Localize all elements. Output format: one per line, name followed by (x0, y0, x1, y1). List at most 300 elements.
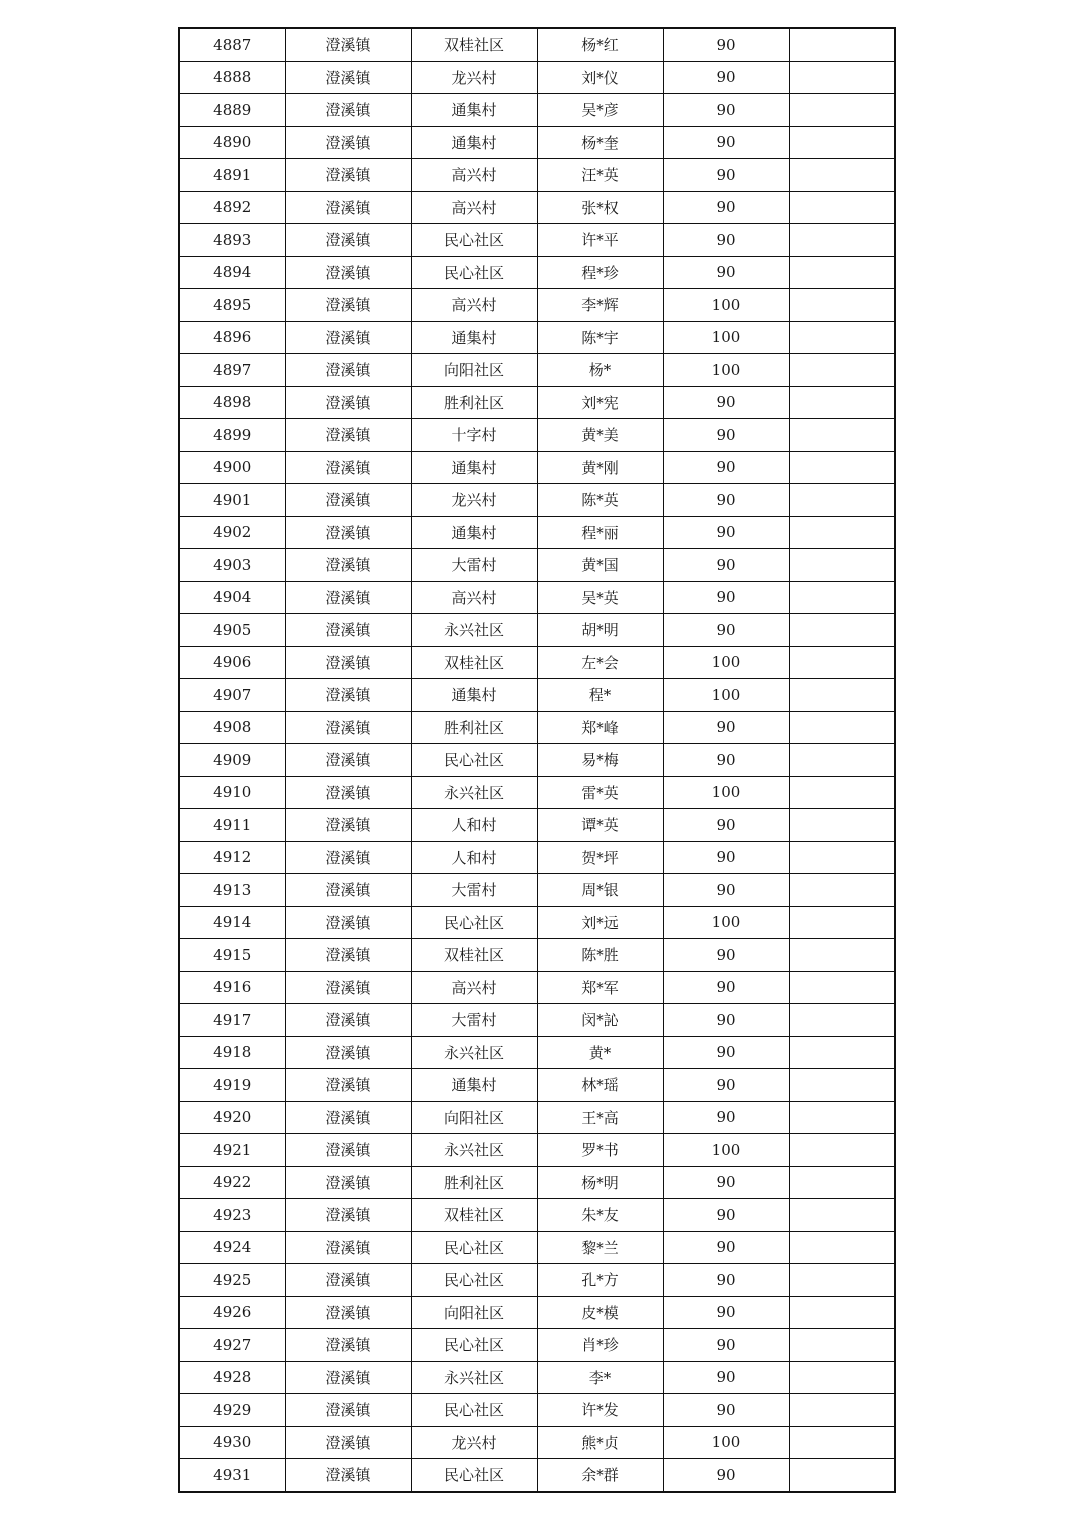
remark-cell (789, 191, 895, 224)
town-cell: 澄溪镇 (285, 1231, 411, 1264)
town-cell: 澄溪镇 (285, 159, 411, 192)
table-row (179, 906, 895, 939)
village-cell: 高兴村 (411, 289, 537, 322)
village-cell: 通集村 (411, 94, 537, 127)
index-cell: 4896 (179, 321, 285, 354)
town-cell: 澄溪镇 (285, 906, 411, 939)
village-cell: 永兴社区 (411, 776, 537, 809)
amount-cell: 90 (663, 1166, 789, 1199)
amount-cell: 100 (663, 1426, 789, 1459)
name-cell: 王*高 (537, 1101, 663, 1134)
table-row (179, 1036, 895, 1069)
village-cell: 胜利社区 (411, 711, 537, 744)
town-cell: 澄溪镇 (285, 1101, 411, 1134)
name-cell: 吴*英 (537, 581, 663, 614)
town-cell: 澄溪镇 (285, 224, 411, 257)
village-cell: 双桂社区 (411, 939, 537, 972)
town-cell: 澄溪镇 (285, 581, 411, 614)
town-cell: 澄溪镇 (285, 94, 411, 127)
remark-cell (789, 386, 895, 419)
remark-cell (789, 256, 895, 289)
remark-cell (789, 939, 895, 972)
village-cell: 高兴村 (411, 159, 537, 192)
town-cell: 澄溪镇 (285, 1296, 411, 1329)
town-cell: 澄溪镇 (285, 874, 411, 907)
table-row (179, 711, 895, 744)
town-cell: 澄溪镇 (285, 1004, 411, 1037)
village-cell: 民心社区 (411, 1459, 537, 1492)
village-cell: 胜利社区 (411, 386, 537, 419)
remark-cell (789, 61, 895, 94)
village-cell: 民心社区 (411, 1329, 537, 1362)
town-cell: 澄溪镇 (285, 1394, 411, 1427)
town-cell: 澄溪镇 (285, 1329, 411, 1362)
index-cell: 4920 (179, 1101, 285, 1134)
index-cell: 4916 (179, 971, 285, 1004)
table-row (179, 94, 895, 127)
name-cell: 闵*訫 (537, 1004, 663, 1037)
table-row (179, 1264, 895, 1297)
table-row (179, 874, 895, 907)
name-cell: 张*权 (537, 191, 663, 224)
town-cell: 澄溪镇 (285, 61, 411, 94)
town-cell: 澄溪镇 (285, 386, 411, 419)
table-row (179, 1069, 895, 1102)
index-cell: 4894 (179, 256, 285, 289)
amount-cell: 90 (663, 256, 789, 289)
amount-cell: 90 (663, 1329, 789, 1362)
remark-cell (789, 1134, 895, 1167)
index-cell: 4930 (179, 1426, 285, 1459)
remark-cell (789, 1166, 895, 1199)
index-cell: 4902 (179, 516, 285, 549)
name-cell: 程* (537, 679, 663, 712)
village-cell: 大雷村 (411, 1004, 537, 1037)
name-cell: 林*瑶 (537, 1069, 663, 1102)
remark-cell (789, 321, 895, 354)
amount-cell: 90 (663, 451, 789, 484)
village-cell: 向阳社区 (411, 1101, 537, 1134)
table-row (179, 1231, 895, 1264)
town-cell: 澄溪镇 (285, 1134, 411, 1167)
index-cell: 4900 (179, 451, 285, 484)
remark-cell (789, 841, 895, 874)
village-cell: 通集村 (411, 126, 537, 159)
village-cell: 通集村 (411, 679, 537, 712)
name-cell: 朱*友 (537, 1199, 663, 1232)
table-row (179, 516, 895, 549)
name-cell: 杨*奎 (537, 126, 663, 159)
amount-cell: 90 (663, 549, 789, 582)
amount-cell: 90 (663, 614, 789, 647)
village-cell: 通集村 (411, 321, 537, 354)
table-row (179, 809, 895, 842)
table-row (179, 1296, 895, 1329)
index-cell: 4912 (179, 841, 285, 874)
name-cell: 杨*红 (537, 28, 663, 61)
index-cell: 4926 (179, 1296, 285, 1329)
town-cell: 澄溪镇 (285, 126, 411, 159)
index-cell: 4904 (179, 581, 285, 614)
amount-cell: 100 (663, 646, 789, 679)
remark-cell (789, 614, 895, 647)
town-cell: 澄溪镇 (285, 191, 411, 224)
index-cell: 4919 (179, 1069, 285, 1102)
table-row (179, 451, 895, 484)
village-cell: 龙兴村 (411, 1426, 537, 1459)
name-cell: 肖*珍 (537, 1329, 663, 1362)
name-cell: 许*发 (537, 1394, 663, 1427)
table-row (179, 61, 895, 94)
remark-cell (789, 289, 895, 322)
table-row (179, 614, 895, 647)
index-cell: 4908 (179, 711, 285, 744)
name-cell: 吴*彦 (537, 94, 663, 127)
table-row (179, 744, 895, 777)
name-cell: 熊*贞 (537, 1426, 663, 1459)
town-cell: 澄溪镇 (285, 679, 411, 712)
remark-cell (789, 451, 895, 484)
name-cell: 程*珍 (537, 256, 663, 289)
index-cell: 4901 (179, 484, 285, 517)
town-cell: 澄溪镇 (285, 451, 411, 484)
index-cell: 4911 (179, 809, 285, 842)
name-cell: 雷*英 (537, 776, 663, 809)
index-cell: 4890 (179, 126, 285, 159)
remark-cell (789, 711, 895, 744)
name-cell: 罗*书 (537, 1134, 663, 1167)
village-cell: 高兴村 (411, 581, 537, 614)
table-row (179, 289, 895, 322)
table-row (179, 1101, 895, 1134)
amount-cell: 90 (663, 1459, 789, 1492)
remark-cell (789, 354, 895, 387)
amount-cell: 100 (663, 289, 789, 322)
amount-cell: 90 (663, 1231, 789, 1264)
index-cell: 4897 (179, 354, 285, 387)
amount-cell: 90 (663, 809, 789, 842)
table-row (179, 159, 895, 192)
index-cell: 4914 (179, 906, 285, 939)
town-cell: 澄溪镇 (285, 1264, 411, 1297)
index-cell: 4905 (179, 614, 285, 647)
name-cell: 李* (537, 1361, 663, 1394)
town-cell: 澄溪镇 (285, 1166, 411, 1199)
remark-cell (789, 809, 895, 842)
remark-cell (789, 1459, 895, 1492)
amount-cell: 90 (663, 61, 789, 94)
name-cell: 胡*明 (537, 614, 663, 647)
index-cell: 4907 (179, 679, 285, 712)
remark-cell (789, 1036, 895, 1069)
table-row (179, 1329, 895, 1362)
village-cell: 永兴社区 (411, 614, 537, 647)
name-cell: 郑*峰 (537, 711, 663, 744)
remark-cell (789, 776, 895, 809)
table-row (179, 581, 895, 614)
village-cell: 民心社区 (411, 744, 537, 777)
town-cell: 澄溪镇 (285, 614, 411, 647)
amount-cell: 90 (663, 1361, 789, 1394)
index-cell: 4892 (179, 191, 285, 224)
name-cell: 陈*胜 (537, 939, 663, 972)
amount-cell: 100 (663, 679, 789, 712)
table-row (179, 321, 895, 354)
index-cell: 4924 (179, 1231, 285, 1264)
index-cell: 4928 (179, 1361, 285, 1394)
town-cell: 澄溪镇 (285, 841, 411, 874)
remark-cell (789, 484, 895, 517)
name-cell: 黄*国 (537, 549, 663, 582)
town-cell: 澄溪镇 (285, 354, 411, 387)
village-cell: 人和村 (411, 809, 537, 842)
amount-cell: 90 (663, 484, 789, 517)
name-cell: 黄*刚 (537, 451, 663, 484)
index-cell: 4903 (179, 549, 285, 582)
table-row (179, 1394, 895, 1427)
town-cell: 澄溪镇 (285, 1069, 411, 1102)
amount-cell: 90 (663, 159, 789, 192)
table-row (179, 224, 895, 257)
name-cell: 杨*明 (537, 1166, 663, 1199)
remark-cell (789, 744, 895, 777)
name-cell: 黄*美 (537, 419, 663, 452)
village-cell: 永兴社区 (411, 1036, 537, 1069)
village-cell: 民心社区 (411, 906, 537, 939)
village-cell: 大雷村 (411, 549, 537, 582)
amount-cell: 90 (663, 1004, 789, 1037)
index-cell: 4921 (179, 1134, 285, 1167)
town-cell: 澄溪镇 (285, 971, 411, 1004)
village-cell: 双桂社区 (411, 1199, 537, 1232)
amount-cell: 90 (663, 1296, 789, 1329)
table-row (179, 354, 895, 387)
remark-cell (789, 1199, 895, 1232)
remark-cell (789, 1426, 895, 1459)
village-cell: 龙兴村 (411, 484, 537, 517)
town-cell: 澄溪镇 (285, 744, 411, 777)
table-row (179, 1361, 895, 1394)
amount-cell: 90 (663, 126, 789, 159)
name-cell: 左*会 (537, 646, 663, 679)
village-cell: 民心社区 (411, 1231, 537, 1264)
table-row (179, 191, 895, 224)
village-cell: 永兴社区 (411, 1361, 537, 1394)
village-cell: 胜利社区 (411, 1166, 537, 1199)
index-cell: 4906 (179, 646, 285, 679)
amount-cell: 90 (663, 28, 789, 61)
town-cell: 澄溪镇 (285, 484, 411, 517)
index-cell: 4915 (179, 939, 285, 972)
village-cell: 向阳社区 (411, 1296, 537, 1329)
village-cell: 十字村 (411, 419, 537, 452)
name-cell: 黎*兰 (537, 1231, 663, 1264)
amount-cell: 90 (663, 94, 789, 127)
name-cell: 刘*宪 (537, 386, 663, 419)
amount-cell: 90 (663, 971, 789, 1004)
amount-cell: 90 (663, 939, 789, 972)
town-cell: 澄溪镇 (285, 776, 411, 809)
table-row (179, 646, 895, 679)
amount-cell: 100 (663, 906, 789, 939)
index-cell: 4893 (179, 224, 285, 257)
amount-cell: 90 (663, 419, 789, 452)
remark-cell (789, 906, 895, 939)
index-cell: 4922 (179, 1166, 285, 1199)
table-row (179, 971, 895, 1004)
town-cell: 澄溪镇 (285, 939, 411, 972)
village-cell: 通集村 (411, 451, 537, 484)
index-cell: 4887 (179, 28, 285, 61)
village-cell: 高兴村 (411, 971, 537, 1004)
table-row (179, 939, 895, 972)
index-cell: 4888 (179, 61, 285, 94)
village-cell: 高兴村 (411, 191, 537, 224)
name-cell: 许*平 (537, 224, 663, 257)
remark-cell (789, 874, 895, 907)
remark-cell (789, 94, 895, 127)
table-row (179, 256, 895, 289)
town-cell: 澄溪镇 (285, 809, 411, 842)
name-cell: 刘*远 (537, 906, 663, 939)
name-cell: 郑*军 (537, 971, 663, 1004)
amount-cell: 90 (663, 1394, 789, 1427)
table-row (179, 1166, 895, 1199)
village-cell: 永兴社区 (411, 1134, 537, 1167)
town-cell: 澄溪镇 (285, 646, 411, 679)
name-cell: 余*群 (537, 1459, 663, 1492)
town-cell: 澄溪镇 (285, 1036, 411, 1069)
table-row (179, 679, 895, 712)
name-cell: 周*银 (537, 874, 663, 907)
table-row (179, 549, 895, 582)
remark-cell (789, 679, 895, 712)
index-cell: 4917 (179, 1004, 285, 1037)
index-cell: 4898 (179, 386, 285, 419)
table-row (179, 776, 895, 809)
table-row (179, 1199, 895, 1232)
remark-cell (789, 1004, 895, 1037)
village-cell: 民心社区 (411, 1264, 537, 1297)
village-cell: 向阳社区 (411, 354, 537, 387)
village-cell: 民心社区 (411, 256, 537, 289)
town-cell: 澄溪镇 (285, 1361, 411, 1394)
remark-cell (789, 159, 895, 192)
index-cell: 4909 (179, 744, 285, 777)
remark-cell (789, 1394, 895, 1427)
town-cell: 澄溪镇 (285, 711, 411, 744)
town-cell: 澄溪镇 (285, 289, 411, 322)
remark-cell (789, 1296, 895, 1329)
amount-cell: 90 (663, 386, 789, 419)
remark-cell (789, 1329, 895, 1362)
remark-cell (789, 1361, 895, 1394)
amount-cell: 100 (663, 1134, 789, 1167)
town-cell: 澄溪镇 (285, 1199, 411, 1232)
amount-cell: 90 (663, 1101, 789, 1134)
data-table (178, 27, 896, 1493)
table-row (179, 28, 895, 61)
village-cell: 大雷村 (411, 874, 537, 907)
amount-cell: 90 (663, 841, 789, 874)
amount-cell: 100 (663, 776, 789, 809)
index-cell: 4913 (179, 874, 285, 907)
amount-cell: 90 (663, 516, 789, 549)
table-row (179, 1426, 895, 1459)
remark-cell (789, 1101, 895, 1134)
remark-cell (789, 581, 895, 614)
name-cell: 李*辉 (537, 289, 663, 322)
amount-cell: 90 (663, 874, 789, 907)
remark-cell (789, 126, 895, 159)
amount-cell: 90 (663, 711, 789, 744)
index-cell: 4918 (179, 1036, 285, 1069)
index-cell: 4910 (179, 776, 285, 809)
remark-cell (789, 549, 895, 582)
town-cell: 澄溪镇 (285, 1426, 411, 1459)
remark-cell (789, 28, 895, 61)
town-cell: 澄溪镇 (285, 1459, 411, 1492)
town-cell: 澄溪镇 (285, 28, 411, 61)
amount-cell: 90 (663, 1069, 789, 1102)
table-row (179, 386, 895, 419)
table-row (179, 841, 895, 874)
remark-cell (789, 646, 895, 679)
index-cell: 4899 (179, 419, 285, 452)
name-cell: 陈*宇 (537, 321, 663, 354)
town-cell: 澄溪镇 (285, 256, 411, 289)
amount-cell: 90 (663, 1036, 789, 1069)
remark-cell (789, 516, 895, 549)
amount-cell: 90 (663, 744, 789, 777)
name-cell: 贺*坪 (537, 841, 663, 874)
table-row (179, 126, 895, 159)
index-cell: 4923 (179, 1199, 285, 1232)
table-row (179, 1004, 895, 1037)
name-cell: 易*梅 (537, 744, 663, 777)
name-cell: 程*丽 (537, 516, 663, 549)
village-cell: 双桂社区 (411, 28, 537, 61)
amount-cell: 90 (663, 1264, 789, 1297)
remark-cell (789, 419, 895, 452)
name-cell: 杨* (537, 354, 663, 387)
village-cell: 人和村 (411, 841, 537, 874)
amount-cell: 90 (663, 191, 789, 224)
amount-cell: 100 (663, 354, 789, 387)
name-cell: 皮*模 (537, 1296, 663, 1329)
index-cell: 4889 (179, 94, 285, 127)
name-cell: 陈*英 (537, 484, 663, 517)
index-cell: 4931 (179, 1459, 285, 1492)
amount-cell: 90 (663, 224, 789, 257)
village-cell: 通集村 (411, 516, 537, 549)
index-cell: 4895 (179, 289, 285, 322)
index-cell: 4891 (179, 159, 285, 192)
remark-cell (789, 1264, 895, 1297)
name-cell: 刘*仪 (537, 61, 663, 94)
table-row (179, 1134, 895, 1167)
town-cell: 澄溪镇 (285, 419, 411, 452)
village-cell: 民心社区 (411, 224, 537, 257)
name-cell: 黄* (537, 1036, 663, 1069)
name-cell: 孔*方 (537, 1264, 663, 1297)
village-cell: 民心社区 (411, 1394, 537, 1427)
name-cell: 汪*英 (537, 159, 663, 192)
table-body (179, 28, 895, 1492)
village-cell: 通集村 (411, 1069, 537, 1102)
table-row (179, 484, 895, 517)
remark-cell (789, 1069, 895, 1102)
